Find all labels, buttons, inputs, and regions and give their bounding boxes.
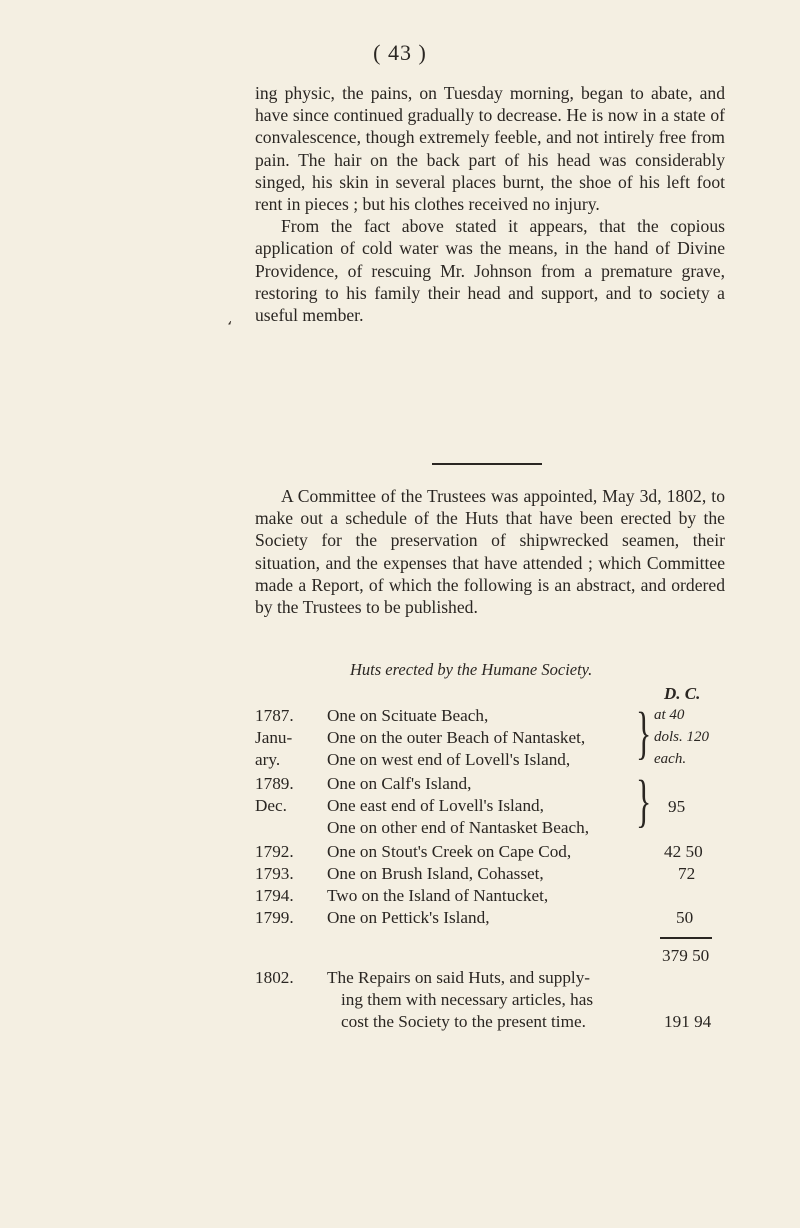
amount-1792: 42 50: [664, 842, 703, 861]
brace-group-1: }: [636, 700, 652, 765]
report-paragraph: A Committee of the Trustees was appointed, May 3d, 1802, to make out a schedule of the Huts that have been erected by the Society for the preservation of shipwrecked seamen, their situation, and the expenses that have attended ; which Committee made a Report, of which the following is an abstract, and ordered by the Trustees to be published.: [255, 486, 725, 618]
repairs-line-2: ing them with necessary articles, has: [341, 990, 594, 1009]
sum-rule: [660, 937, 712, 939]
margin-tick-mark: ͵: [226, 300, 234, 325]
row-year: ary.: [255, 750, 281, 769]
section-divider: [432, 463, 542, 465]
page-number: ( 43 ): [373, 40, 427, 65]
row-year: 1793.: [255, 864, 294, 883]
row-year: 1789.: [255, 774, 294, 793]
row-desc: One on Calf's Island,: [327, 774, 472, 793]
row-desc: Two on the Island of Nantucket,: [327, 886, 549, 905]
column-head: D. C.: [664, 684, 701, 703]
repairs-amount: 191 94: [664, 1012, 712, 1031]
paragraph-2: From the fact above stated it appears, that the copious application of cold water was the means, in the hand of Divine Providence, of rescuing Mr. Johnson from a premature grave, restoring to his family their head and support, and to society a useful member.: [255, 216, 725, 326]
committee-report: [255, 485, 725, 618]
table-title: Huts erected by the Humane Society.: [350, 660, 593, 679]
paragraph-1: ing physic, the pains, on Tuesday morning, began to abate, and have since continued gradually to decrease. He is now in a state of convalescence, though extremely feeble, and not intirely free from pain. The hair on the back part of his head was considerably singed, his skin in several places burnt, the shoe of his left foot rent in pieces ; but his clothes received no injury.: [255, 83, 725, 215]
amount-1794: 72: [678, 864, 696, 883]
row-year: Dec.: [255, 796, 287, 815]
group1-note-rate: at 40: [654, 707, 685, 723]
row-desc: One on Brush Island, Cohasset,: [327, 864, 544, 883]
repairs-year: 1802.: [255, 968, 294, 987]
row-desc: One east end of Lovell's Island,: [327, 796, 544, 815]
narrative-text: [255, 82, 725, 326]
group2-amount: 95: [668, 797, 686, 816]
repairs-line-3: cost the Society to the present time.: [341, 1012, 586, 1031]
repairs-line-1: The Repairs on said Huts, and supply-: [327, 968, 591, 987]
group1-note-each: each.: [654, 751, 687, 767]
row-year: 1799.: [255, 908, 294, 927]
row-year: 1792.: [255, 842, 294, 861]
row-year: Janu-: [255, 728, 293, 747]
row-year: 1794.: [255, 886, 294, 905]
brace-group-2: }: [636, 768, 652, 833]
row-desc: One on Stout's Creek on Cape Cod,: [327, 842, 572, 861]
row-desc: One on west end of Lovell's Island,: [327, 750, 571, 769]
row-desc: One on Pettick's Island,: [327, 908, 490, 927]
group1-note-total: dols. 120: [654, 729, 710, 745]
row-desc: One on Scituate Beach,: [327, 706, 489, 725]
amount-1799: 50: [676, 908, 694, 927]
row-desc: One on other end of Nantasket Beach,: [327, 818, 590, 837]
row-year: 1787.: [255, 706, 294, 725]
row-desc: One on the outer Beach of Nantasket,: [327, 728, 586, 747]
subtotal: 379 50: [662, 946, 710, 965]
